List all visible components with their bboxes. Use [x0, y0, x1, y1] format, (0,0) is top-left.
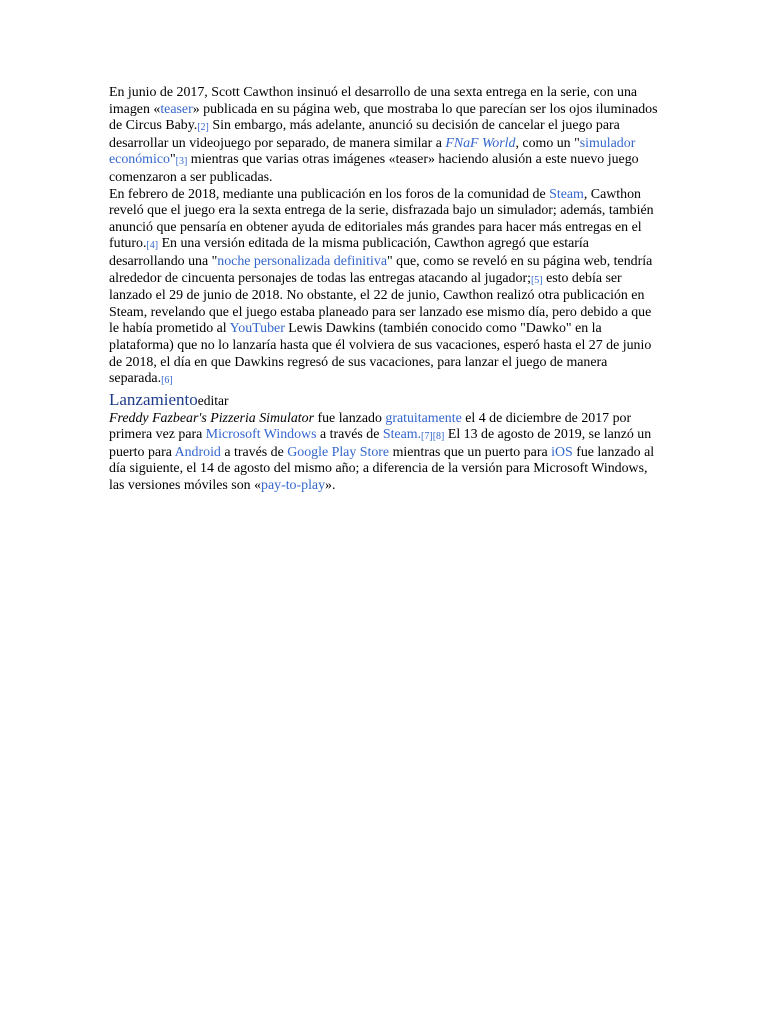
paragraph-development: [109, 85, 661, 187]
link-microsoft-windows[interactable]: Microsoft Windows: [205, 427, 317, 443]
text: , como un ": [515, 135, 580, 151]
text: , Cawthon reveló que el juego era la sexta entrega de la serie, disfrazada bajo un simulador; además, también anunció que pensaría en obtener ayuda de editoriales más grandes para hacer más entregas en el futuro.: [109, 186, 654, 252]
text: mientras que un puerto para: [389, 444, 552, 460]
text: Sin embargo, más adelante, anunció su decisión de cancelar el juego para desarrollar un videojuego por separado, de manera similar a: [109, 118, 620, 151]
link-android[interactable]: Android: [174, 444, 221, 460]
link-simulador-economico[interactable]: simulador económico: [109, 135, 636, 168]
link-teaser[interactable]: teaser: [160, 101, 193, 117]
text: esto debía ser lanzado el 29 de junio de 2018. No obstante, el 22 de junio, Cawthon realizó otra publicación en Steam, revelando que el juego estaba planeado para ser lanzado ese mismo día, pero debido a que le había prometido al: [109, 270, 652, 337]
text: fue lanzado: [314, 410, 386, 426]
link-pay-to-play[interactable]: pay-to-play: [261, 478, 326, 494]
link-gratuitamente[interactable]: gratuitamente: [385, 410, 462, 426]
text: ».: [325, 478, 336, 494]
section-title: Lanzamiento: [109, 389, 198, 409]
link-noche-personalizada[interactable]: noche personalizada definitiva: [217, 253, 387, 269]
ref-4[interactable]: [4]: [146, 240, 159, 252]
text: En una versión editada de la misma publicación, Cawthon agregó que estaría desarrollando una ": [109, 236, 589, 269]
link-ios[interactable]: iOS: [551, 444, 573, 460]
ref-7[interactable]: [7]: [421, 431, 433, 443]
ref-6[interactable]: [6]: [161, 375, 173, 387]
link-fnaf-world[interactable]: [445, 136, 515, 151]
ref-2[interactable]: [2]: [197, 122, 209, 134]
text: fue lanzado al día siguiente, el 14 de agosto del mismo año; a diferencia de la versión para Microsoft Windows, las versiones móviles son «: [109, 444, 655, 494]
edit-link[interactable]: editar: [197, 392, 229, 408]
link-google-play-store[interactable]: Google Play Store: [287, 444, 390, 460]
text: El 13 de agosto de 2019, se lanzó un puerto para: [109, 427, 652, 460]
text: » publicada en su página web, que mostraba lo que parecían ser los ojos iluminados de Circus Baby.: [109, 101, 658, 134]
text: Lewis Dawkins (también conocido como "Dawko" en la plataforma) que no lo lanzaría hasta que él volviera de sus vacaciones, esperó hasta el 27 de junio de 2018, el día en que Dawkins regresó de sus vacaciones, para lanzar el juego de manera separada.: [109, 321, 652, 387]
link-steam-release[interactable]: Steam.: [382, 427, 422, 443]
link-fnaf-world-label: FNaF World: [445, 135, 516, 151]
text: ": [169, 152, 176, 168]
text: " que, como se reveló en su página web, tendría alrededor de cincuenta personajes de todas las entregas atacando al jugador;: [109, 253, 653, 286]
paragraph-announcement: [109, 187, 661, 389]
text: mientras que varias otras imágenes «teaser» haciendo alusión a este nuevo juego comenzaron a ser publicadas.: [109, 152, 639, 185]
text: el 4 de diciembre de 2017 por primera vez para: [109, 410, 632, 443]
ref-3[interactable]: [3]: [175, 156, 188, 168]
section-heading-lanzamiento: [109, 390, 661, 410]
link-youtuber[interactable]: YouTuber: [229, 321, 285, 337]
game-title: Freddy Fazbear's Pizzeria Simulator: [109, 410, 315, 426]
document-page: [109, 85, 661, 495]
paragraph-release: [109, 411, 661, 495]
text: En junio de 2017, Scott Cawthon insinuó el desarrollo de una sexta entrega en la serie, con una imagen «: [109, 85, 638, 117]
text: a través de: [220, 444, 288, 460]
link-steam[interactable]: Steam: [549, 186, 584, 202]
text: a través de: [316, 427, 383, 443]
ref-8[interactable]: [8]: [432, 431, 445, 443]
text: En febrero de 2018, mediante una publicación en los foros de la comunidad de: [109, 186, 550, 202]
ref-5[interactable]: [5]: [530, 274, 543, 286]
